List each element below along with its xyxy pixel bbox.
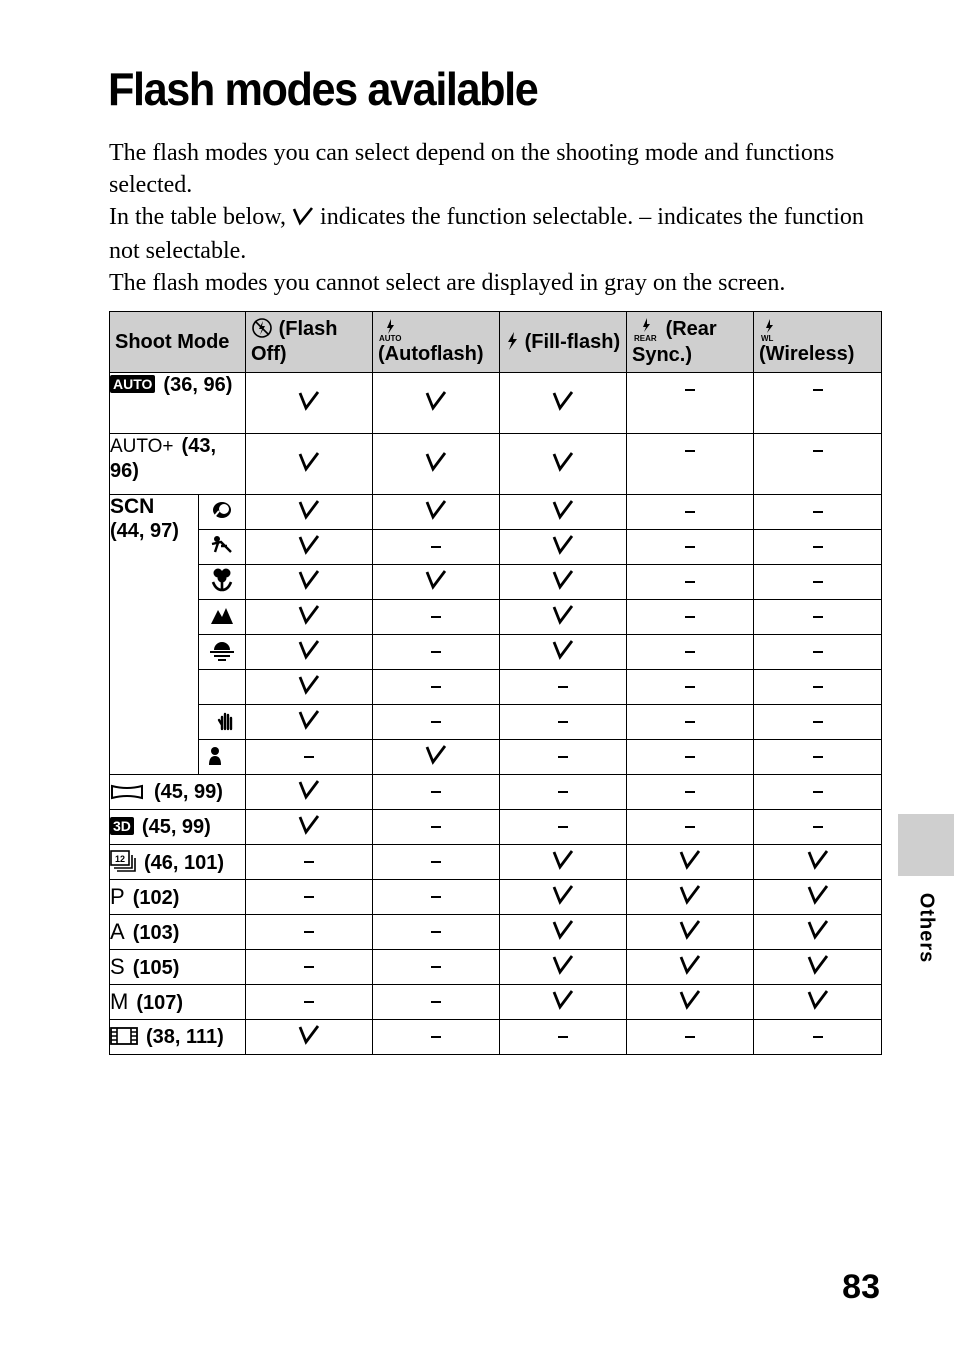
value-cell bbox=[246, 1020, 373, 1055]
value-cell bbox=[500, 635, 627, 670]
check-icon bbox=[297, 569, 321, 591]
check-icon bbox=[297, 390, 321, 412]
dash-mark bbox=[431, 1036, 441, 1038]
value-cell bbox=[246, 775, 373, 810]
scn-mode-icon: SCN bbox=[110, 495, 155, 518]
value-cell bbox=[627, 985, 754, 1020]
value-cell bbox=[754, 810, 882, 845]
sunset-icon bbox=[199, 635, 246, 670]
mode-pages: (103) bbox=[132, 921, 180, 944]
value-cell bbox=[500, 950, 627, 985]
intro-paragraph-2 bbox=[109, 201, 889, 267]
dash-mark bbox=[558, 1036, 568, 1038]
check-icon bbox=[551, 499, 575, 521]
dash-mark bbox=[813, 686, 823, 688]
dash-mark bbox=[304, 966, 314, 968]
value-cell bbox=[627, 600, 754, 635]
dash-mark bbox=[685, 686, 695, 688]
dash-mark bbox=[431, 721, 441, 723]
night-scene-icon bbox=[199, 670, 246, 705]
dash-mark bbox=[304, 931, 314, 933]
auto-mode-icon: AUTO bbox=[110, 375, 155, 393]
value-cell bbox=[500, 1020, 627, 1055]
value-cell bbox=[373, 1020, 500, 1055]
sports-action-icon bbox=[199, 530, 246, 565]
value-cell bbox=[627, 810, 754, 845]
dash-mark bbox=[685, 616, 695, 618]
value-cell bbox=[246, 845, 373, 880]
dash-mark bbox=[813, 651, 823, 653]
flash-modes-table bbox=[109, 311, 882, 1055]
value-cell bbox=[500, 565, 627, 600]
dash-mark bbox=[304, 756, 314, 758]
dash-mark bbox=[558, 721, 568, 723]
check-icon bbox=[297, 499, 321, 521]
portrait-icon bbox=[199, 495, 246, 530]
value-cell bbox=[754, 495, 882, 530]
check-icon bbox=[678, 884, 702, 906]
value-cell bbox=[500, 915, 627, 950]
table-row bbox=[110, 434, 882, 495]
table-row bbox=[110, 740, 882, 775]
value-cell bbox=[246, 670, 373, 705]
value-cell bbox=[500, 600, 627, 635]
intro-paragraph-3: The flash modes you cannot select are displayed in gray on the screen. bbox=[109, 270, 786, 296]
dash-mark bbox=[558, 826, 568, 828]
check-icon bbox=[297, 814, 321, 836]
value-cell bbox=[246, 600, 373, 635]
value-cell bbox=[754, 880, 882, 915]
intro-text bbox=[109, 137, 889, 299]
value-cell bbox=[754, 775, 882, 810]
check-icon bbox=[551, 604, 575, 626]
check-icon bbox=[551, 989, 575, 1011]
value-cell bbox=[373, 950, 500, 985]
value-cell bbox=[500, 845, 627, 880]
svg-text:WL: WL bbox=[761, 333, 774, 342]
value-cell bbox=[373, 530, 500, 565]
check-icon bbox=[678, 989, 702, 1011]
dash-mark bbox=[685, 826, 695, 828]
table-row bbox=[110, 985, 882, 1020]
dash-mark bbox=[431, 651, 441, 653]
value-cell bbox=[246, 705, 373, 740]
check-icon bbox=[297, 779, 321, 801]
sweep-panorama-icon bbox=[110, 781, 144, 803]
check-icon bbox=[297, 604, 321, 626]
value-cell bbox=[754, 985, 882, 1020]
dash-mark bbox=[558, 791, 568, 793]
mode-scene bbox=[110, 495, 199, 775]
check-icon bbox=[551, 451, 575, 473]
value-cell bbox=[500, 434, 627, 495]
dash-mark bbox=[431, 896, 441, 898]
header-flash-off-label: (Flash Off) bbox=[251, 318, 338, 365]
flash-fill-icon bbox=[505, 331, 519, 353]
mode-shutter-priority bbox=[110, 950, 246, 985]
value-cell bbox=[754, 530, 882, 565]
value-cell bbox=[373, 845, 500, 880]
dash-mark bbox=[813, 546, 823, 548]
mode-3d-sweep-panorama bbox=[110, 810, 246, 845]
header-wireless-label: (Wireless) bbox=[759, 342, 855, 365]
mode-program bbox=[110, 880, 246, 915]
aperture-mode-icon: A bbox=[110, 918, 125, 944]
value-cell bbox=[246, 985, 373, 1020]
shutter-mode-icon: S bbox=[110, 953, 125, 979]
check-icon bbox=[297, 451, 321, 473]
value-cell bbox=[373, 810, 500, 845]
value-cell bbox=[627, 565, 754, 600]
mode-sweep-panorama bbox=[110, 775, 246, 810]
mode-pages: (43, 96) bbox=[110, 435, 216, 482]
flash-auto-icon bbox=[378, 318, 494, 342]
table-row bbox=[110, 775, 882, 810]
check-icon bbox=[424, 390, 448, 412]
page-number: 83 bbox=[842, 1268, 880, 1306]
dash-mark bbox=[431, 931, 441, 933]
value-cell bbox=[754, 600, 882, 635]
mode-movie bbox=[110, 1020, 246, 1055]
value-cell bbox=[754, 915, 882, 950]
dash-mark bbox=[685, 756, 695, 758]
value-cell bbox=[500, 670, 627, 705]
dash-mark bbox=[813, 389, 823, 391]
value-cell bbox=[246, 434, 373, 495]
dash-mark bbox=[431, 616, 441, 618]
value-cell bbox=[627, 373, 754, 434]
value-cell bbox=[627, 635, 754, 670]
value-cell bbox=[373, 495, 500, 530]
value-cell bbox=[373, 600, 500, 635]
value-cell bbox=[246, 495, 373, 530]
value-cell bbox=[373, 915, 500, 950]
header-shoot-mode: Shoot Mode bbox=[110, 312, 246, 373]
value-cell bbox=[754, 434, 882, 495]
mode-pages: (45, 99) bbox=[154, 781, 223, 803]
value-cell bbox=[373, 434, 500, 495]
value-cell bbox=[627, 705, 754, 740]
mode-pages: (46, 101) bbox=[144, 851, 225, 874]
header-rear-sync bbox=[627, 312, 754, 373]
value-cell bbox=[627, 670, 754, 705]
dash-mark bbox=[685, 721, 695, 723]
value-cell bbox=[754, 635, 882, 670]
movie-icon bbox=[110, 1026, 138, 1048]
svg-text:12: 12 bbox=[115, 853, 126, 864]
mode-pages: (105) bbox=[132, 956, 180, 979]
header-autoflash bbox=[373, 312, 500, 373]
table-row bbox=[110, 915, 882, 950]
table-row bbox=[110, 670, 882, 705]
handheld-twilight-icon bbox=[199, 705, 246, 740]
value-cell bbox=[500, 373, 627, 434]
check-icon bbox=[806, 884, 830, 906]
check-icon bbox=[678, 954, 702, 976]
landscape-icon bbox=[199, 600, 246, 635]
mode-pages: (36, 96) bbox=[163, 374, 233, 396]
dash-mark bbox=[685, 791, 695, 793]
value-cell bbox=[754, 565, 882, 600]
dash-mark bbox=[685, 1036, 695, 1038]
value-cell bbox=[627, 915, 754, 950]
value-cell bbox=[373, 670, 500, 705]
check-icon bbox=[806, 954, 830, 976]
value-cell bbox=[500, 880, 627, 915]
mode-pages: (102) bbox=[132, 886, 180, 909]
value-cell bbox=[373, 775, 500, 810]
dash-mark bbox=[813, 450, 823, 452]
dash-mark bbox=[813, 791, 823, 793]
check-icon bbox=[424, 451, 448, 473]
flash-wireless-icon bbox=[759, 318, 876, 342]
value-cell bbox=[246, 373, 373, 434]
dash-mark bbox=[431, 966, 441, 968]
check-icon bbox=[424, 744, 448, 766]
check-icon bbox=[806, 989, 830, 1011]
value-cell bbox=[754, 950, 882, 985]
intro-p2-start: In the table below, bbox=[109, 204, 287, 230]
mode-manual bbox=[110, 985, 246, 1020]
dash-mark bbox=[685, 651, 695, 653]
intro-paragraph-1: The flash modes you can select depend on the shooting mode and functions selected. bbox=[109, 140, 835, 198]
check-icon bbox=[424, 569, 448, 591]
table-row bbox=[110, 950, 882, 985]
value-cell bbox=[627, 950, 754, 985]
dash-mark bbox=[431, 1001, 441, 1003]
dash-mark bbox=[304, 896, 314, 898]
svg-text:REAR: REAR bbox=[634, 333, 657, 343]
dash-mark bbox=[685, 581, 695, 583]
value-cell bbox=[246, 810, 373, 845]
value-cell bbox=[373, 635, 500, 670]
check-icon bbox=[551, 639, 575, 661]
dash-mark bbox=[431, 791, 441, 793]
dash-mark bbox=[813, 511, 823, 513]
value-cell bbox=[500, 775, 627, 810]
dash-mark bbox=[685, 450, 695, 452]
value-cell bbox=[627, 495, 754, 530]
dash-mark bbox=[813, 826, 823, 828]
macro-icon bbox=[199, 565, 246, 600]
check-icon bbox=[297, 674, 321, 696]
table-row bbox=[110, 845, 882, 880]
value-cell bbox=[500, 495, 627, 530]
table-row bbox=[110, 530, 882, 565]
continuous-priority-icon bbox=[110, 852, 136, 874]
check-icon bbox=[297, 639, 321, 661]
check-icon bbox=[551, 919, 575, 941]
value-cell bbox=[500, 530, 627, 565]
value-cell bbox=[246, 880, 373, 915]
intro-p2-end: indicates the function selectable. – indicates the function not selectable. bbox=[109, 204, 864, 264]
check-icon bbox=[551, 534, 575, 556]
section-tab bbox=[898, 814, 954, 876]
check-icon bbox=[551, 569, 575, 591]
value-cell bbox=[500, 810, 627, 845]
mode-auto-plus bbox=[110, 434, 246, 495]
header-wireless bbox=[754, 312, 882, 373]
check-icon bbox=[678, 919, 702, 941]
value-cell bbox=[500, 985, 627, 1020]
value-cell bbox=[627, 880, 754, 915]
header-autoflash-label: (Autoflash) bbox=[378, 342, 484, 365]
table-row bbox=[110, 373, 882, 434]
auto-plus-mode-icon: AUTO+ bbox=[110, 436, 174, 457]
table-row bbox=[110, 810, 882, 845]
dash-mark bbox=[813, 616, 823, 618]
dash-mark bbox=[685, 389, 695, 391]
table-row bbox=[110, 880, 882, 915]
flash-off-icon bbox=[251, 318, 273, 340]
mode-pages: (45, 99) bbox=[141, 816, 211, 838]
value-cell bbox=[754, 705, 882, 740]
check-icon bbox=[806, 919, 830, 941]
value-cell bbox=[373, 985, 500, 1020]
header-fill-flash-label: (Fill-flash) bbox=[524, 330, 621, 353]
value-cell bbox=[373, 373, 500, 434]
value-cell bbox=[246, 635, 373, 670]
check-icon bbox=[806, 849, 830, 871]
dash-mark bbox=[685, 511, 695, 513]
dash-mark bbox=[813, 756, 823, 758]
program-mode-icon: P bbox=[110, 883, 125, 909]
check-icon bbox=[678, 849, 702, 871]
dash-mark bbox=[813, 1036, 823, 1038]
manual-mode-icon: M bbox=[110, 988, 129, 1014]
value-cell bbox=[246, 915, 373, 950]
table-header-row bbox=[110, 312, 882, 373]
flash-rear-icon bbox=[632, 318, 660, 343]
header-flash-off bbox=[246, 312, 373, 373]
header-fill-flash bbox=[500, 312, 627, 373]
table-row bbox=[110, 635, 882, 670]
value-cell bbox=[627, 775, 754, 810]
mode-pages: (38, 111) bbox=[146, 1026, 224, 1048]
dash-mark bbox=[431, 546, 441, 548]
dash-mark bbox=[558, 686, 568, 688]
value-cell bbox=[754, 670, 882, 705]
table-row bbox=[110, 600, 882, 635]
check-icon bbox=[551, 390, 575, 412]
check-icon bbox=[292, 203, 314, 235]
value-cell bbox=[246, 950, 373, 985]
value-cell bbox=[627, 740, 754, 775]
check-icon bbox=[551, 954, 575, 976]
value-cell bbox=[627, 530, 754, 565]
mode-pages: (107) bbox=[136, 991, 184, 1014]
value-cell bbox=[754, 845, 882, 880]
dash-mark bbox=[558, 756, 568, 758]
table-row bbox=[110, 495, 882, 530]
check-icon bbox=[297, 534, 321, 556]
value-cell bbox=[246, 565, 373, 600]
mode-continuous-priority bbox=[110, 845, 246, 880]
value-cell bbox=[754, 740, 882, 775]
table-row bbox=[110, 705, 882, 740]
svg-text:AUTO: AUTO bbox=[379, 333, 402, 342]
value-cell bbox=[627, 1020, 754, 1055]
value-cell bbox=[246, 530, 373, 565]
table-row bbox=[110, 565, 882, 600]
value-cell bbox=[246, 740, 373, 775]
value-cell bbox=[373, 740, 500, 775]
value-cell bbox=[373, 705, 500, 740]
dash-mark bbox=[431, 861, 441, 863]
night-portrait-icon bbox=[199, 740, 246, 775]
check-icon bbox=[551, 884, 575, 906]
3d-panorama-icon: 3D bbox=[110, 817, 134, 835]
table-row bbox=[110, 1020, 882, 1055]
check-icon bbox=[424, 499, 448, 521]
mode-auto bbox=[110, 373, 246, 434]
value-cell bbox=[627, 845, 754, 880]
value-cell bbox=[373, 880, 500, 915]
check-icon bbox=[297, 1024, 321, 1046]
dash-mark bbox=[431, 826, 441, 828]
dash-mark bbox=[813, 581, 823, 583]
check-icon bbox=[551, 849, 575, 871]
dash-mark bbox=[431, 686, 441, 688]
mode-pages: (44, 97) bbox=[110, 520, 179, 542]
mode-aperture-priority bbox=[110, 915, 246, 950]
dash-mark bbox=[813, 721, 823, 723]
value-cell bbox=[373, 565, 500, 600]
value-cell bbox=[754, 1020, 882, 1055]
value-cell bbox=[754, 373, 882, 434]
section-label: Others bbox=[915, 892, 938, 964]
page-title: Flash modes available bbox=[108, 63, 538, 115]
value-cell bbox=[500, 740, 627, 775]
value-cell bbox=[500, 705, 627, 740]
header-rear-sync-label: (Rear Sync.) bbox=[632, 317, 717, 366]
check-icon bbox=[297, 709, 321, 731]
dash-mark bbox=[304, 861, 314, 863]
value-cell bbox=[627, 434, 754, 495]
dash-mark bbox=[304, 1001, 314, 1003]
dash-mark bbox=[685, 546, 695, 548]
